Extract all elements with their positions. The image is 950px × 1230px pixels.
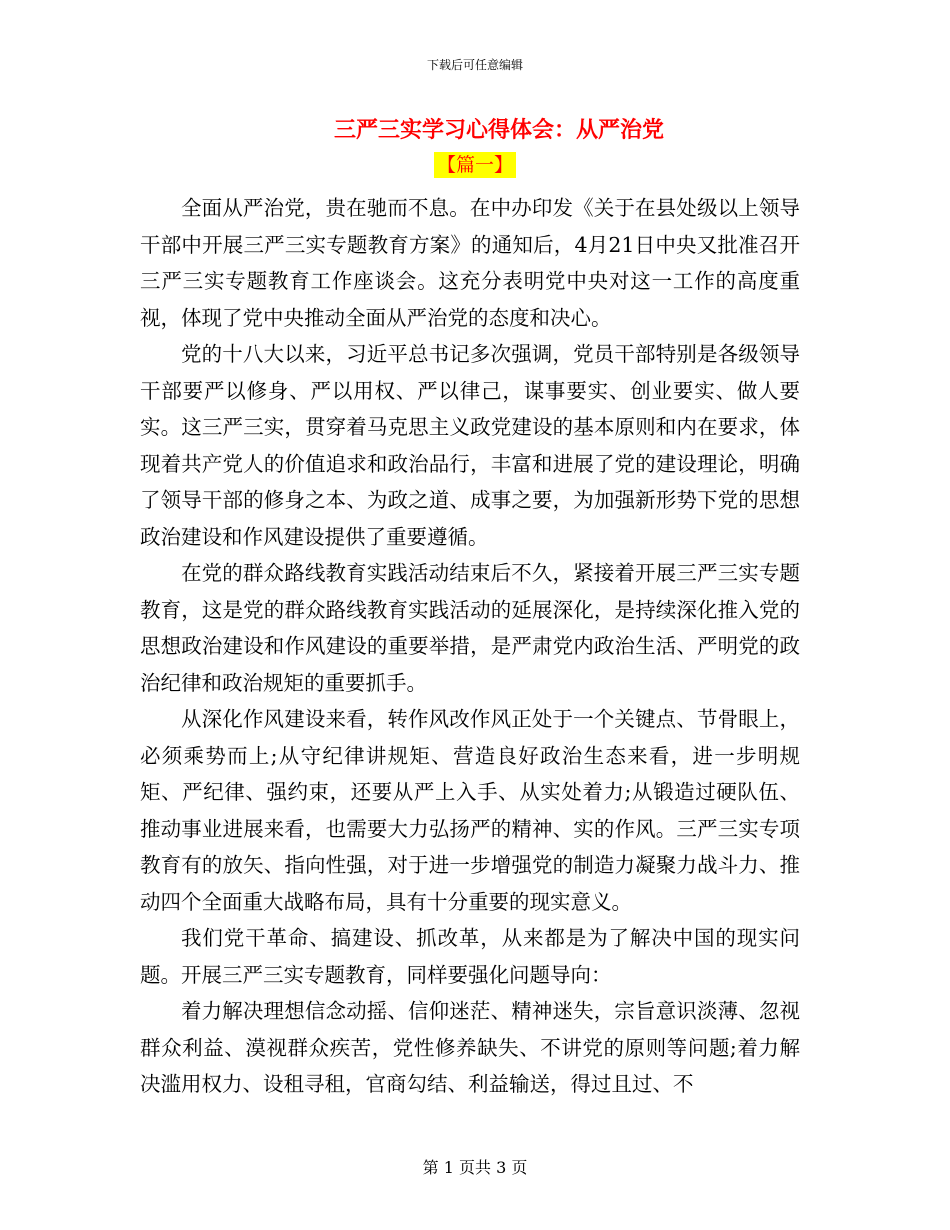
paragraph-1: 全面从严治党，贵在驰而不息。在中办印发《关于在县处级以上领导干部中开展三严三实专题教育方案》的通知后，4月21日中央又批准召开三严三实专题教育工作座谈会。这充分表明党中央对这一工作的高度重视，体现了党中央推动全面从严治党的态度和决心。 [140, 196, 800, 330]
page-header: 下载后可任意编辑 [426, 58, 523, 72]
page-footer: 第 1 页共 3 页 [422, 1158, 528, 1177]
paragraph-4: 从深化作风建设来看，转作风改作风正处于一个关键点、节骨眼上，必须乘势而上;从守纪律讲规矩、营造良好政治生态来看，进一步明规矩、严纪律、强约束，还要从严上入手、从实处着力;从锻造过硬队伍、推动事业进展来看，也需要大力弘扬严的精神、实的作风。三严三实专项教育有的放矢、指向性强，对于进一步增强党的制造力凝聚力战斗力、推动四个全面重大战略布局，具有十分重要的现实意义。 [140, 707, 800, 914]
paragraph-3: 在党的群众路线教育实践活动结束后不久，紧接着开展三严三实专题教育，这是党的群众路线教育实践活动的延展深化，是持续深化推入党的思想政治建设和作风建设的重要举措，是严肃党内政治生活、严明党的政治纪律和政治规矩的重要抓手。 [140, 561, 800, 695]
section-heading: 【篇一】 [434, 152, 516, 178]
paragraph-6: 着力解决理想信念动摇、信仰迷茫、精神迷失，宗旨意识淡薄、忽视群众利益、漠视群众疾苦，党性修养缺失、不讲党的原则等问题;着力解决滥用权力、设租寻租，官商勾结、利益输送，得过且过、不 [140, 999, 800, 1096]
paragraph-2: 党的十八大以来，习近平总书记多次强调，党员干部特别是各级领导干部要严以修身、严以用权、严以律己，谋事要实、创业要实、做人要实。这三严三实，贯穿着马克思主义政党建设的基本原则和内在要求，体现着共产党人的价值追求和政治品行，丰富和进展了党的建设理论，明确了领导干部的修身之本、为政之道、成事之要，为加强新形势下党的思想政治建设和作风建设提供了重要遵循。 [140, 342, 800, 549]
section-heading-wrap [0, 152, 950, 178]
document-title: 三严三实学习心得体会：从严治党 [333, 118, 664, 143]
document-body [140, 190, 800, 1103]
paragraph-5: 我们党干革命、搞建设、抓改革，从来都是为了解决中国的现实问题。开展三严三实专题教育，同样要强化问题导向： [140, 926, 800, 987]
